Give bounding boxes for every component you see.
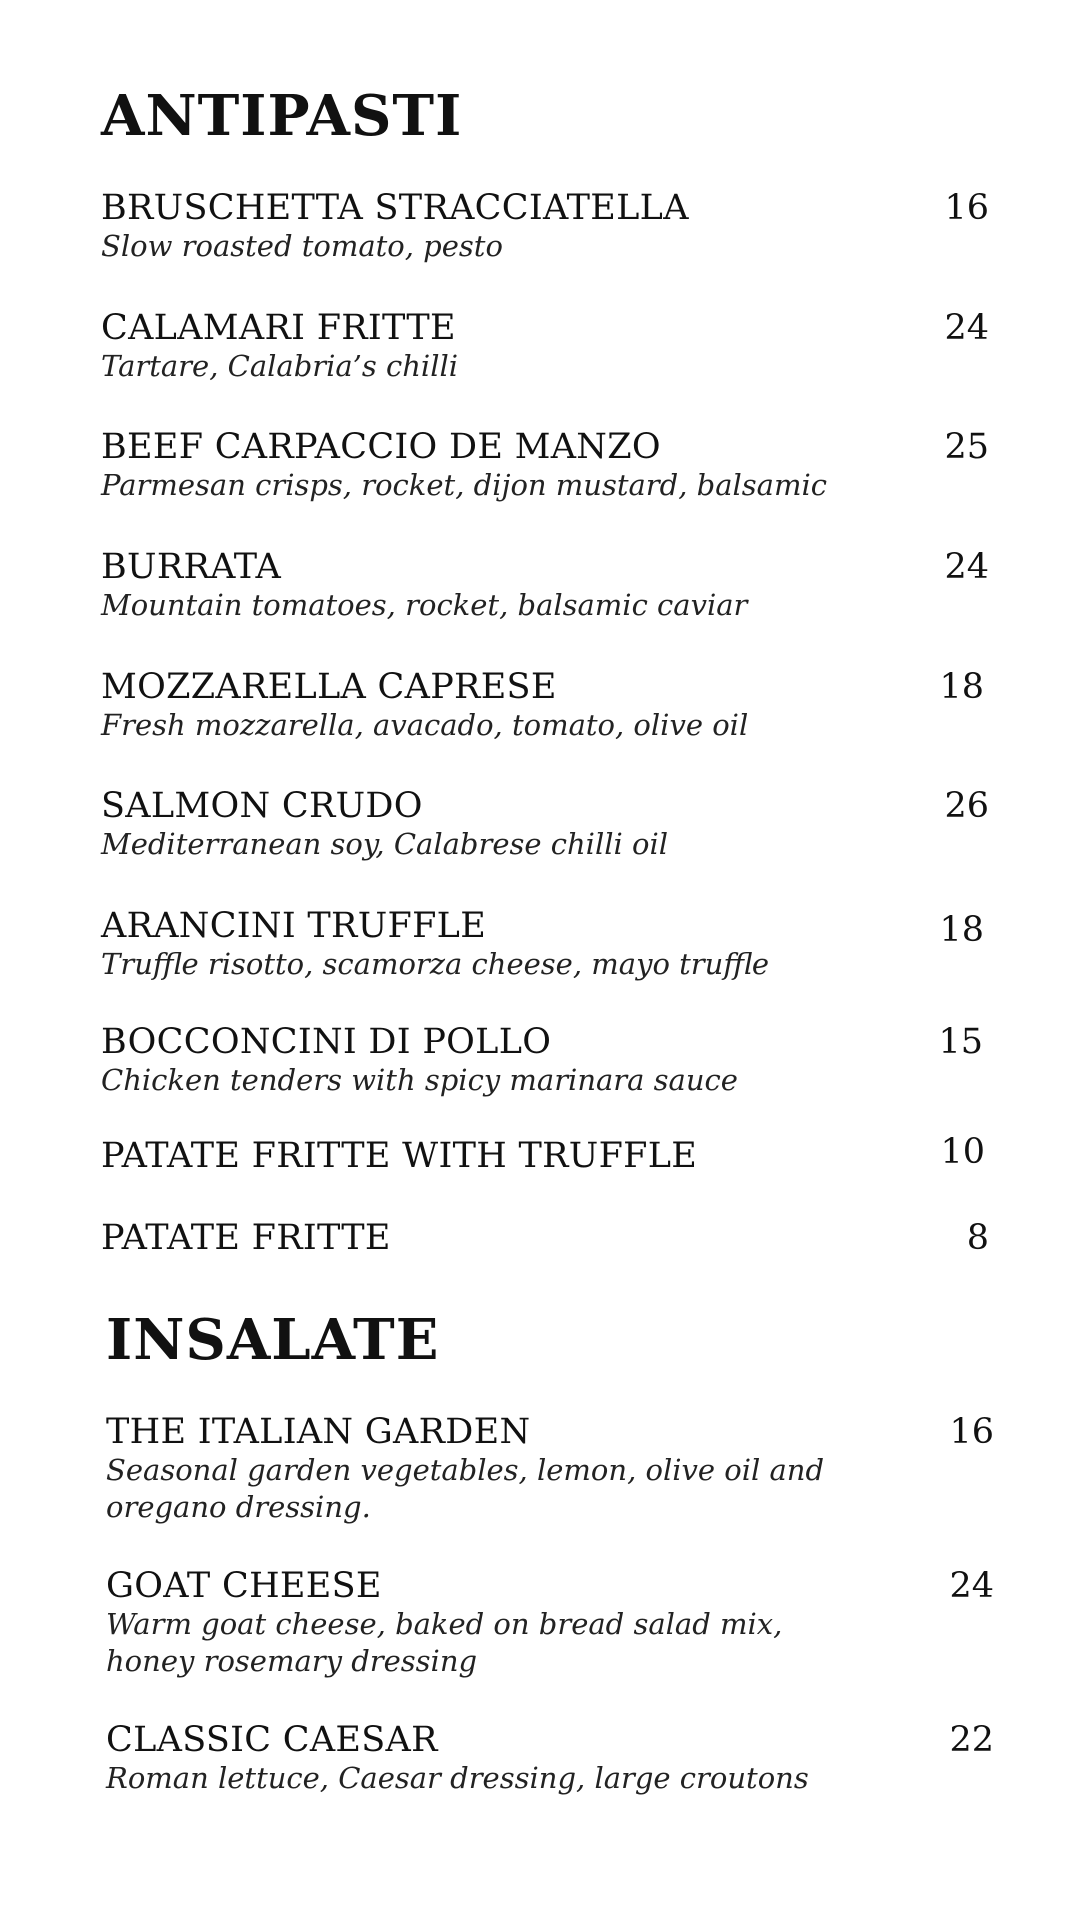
item-price: 15	[938, 1022, 983, 1062]
menu-item	[101, 786, 989, 863]
item-description: Warm goat cheese, baked on bread salad mix, honey rosemary dressing	[106, 1607, 783, 1678]
item-name: ARANCINI TRUFFLE	[101, 906, 487, 946]
item-price: 26	[944, 786, 989, 826]
menu-item	[106, 1566, 994, 1680]
item-name: MOZZARELLA CAPRESE	[101, 667, 557, 707]
item-description: Truffle risotto, scamorza cheese, mayo truffle	[101, 947, 770, 981]
item-name: PATATE FRITTE	[101, 1218, 391, 1258]
item-description: Parmesan crisps, rocket, dijon mustard, balsamic	[101, 468, 827, 502]
item-description: Mountain tomatoes, rocket, balsamic caviar	[101, 588, 748, 622]
menu-item	[101, 547, 989, 624]
item-price: 10	[940, 1132, 985, 1172]
item-description: Mediterranean soy, Calabrese chilli oil	[101, 827, 669, 861]
item-name: PATATE FRITTE WITH TRUFFLE	[101, 1136, 698, 1176]
item-name: BEEF CARPACCIO DE MANZO	[101, 427, 661, 467]
menu-item	[101, 1022, 989, 1099]
menu-item	[101, 1132, 989, 1176]
menu-item	[101, 188, 989, 265]
item-price: 24	[944, 308, 989, 348]
item-price: 24	[944, 547, 989, 587]
menu-item	[101, 427, 989, 504]
item-price: 22	[949, 1720, 994, 1760]
menu-item	[101, 906, 989, 983]
antipasti-section	[101, 83, 989, 1258]
item-price: 16	[949, 1412, 994, 1452]
item-name: SALMON CRUDO	[101, 786, 423, 826]
item-description: Slow roasted tomato, pesto	[101, 229, 503, 263]
item-price: 25	[944, 427, 989, 467]
section-title-insalate: INSALATE	[106, 1307, 440, 1373]
item-price: 8	[966, 1218, 989, 1258]
item-description: Fresh mozzarella, avacado, tomato, olive oil	[101, 708, 749, 742]
item-name: BURRATA	[101, 547, 282, 587]
item-name: CALAMARI FRITTE	[101, 308, 456, 348]
menu-item	[101, 1218, 989, 1258]
menu-item	[101, 308, 989, 385]
menu-item	[106, 1720, 994, 1797]
item-price: 18	[939, 667, 984, 707]
item-name: GOAT CHEESE	[106, 1566, 382, 1606]
item-name: BOCCONCINI DI POLLO	[101, 1022, 552, 1062]
item-price: 24	[949, 1566, 994, 1606]
item-price: 16	[944, 188, 989, 228]
item-name: BRUSCHETTA STRACCIATELLA	[101, 188, 689, 228]
item-description: Tartare, Calabria’s chilli	[101, 349, 459, 383]
item-price: 18	[939, 910, 984, 950]
insalate-section	[106, 1307, 994, 1795]
item-name: CLASSIC CAESAR	[106, 1720, 438, 1760]
menu-item	[101, 667, 989, 744]
item-description: Seasonal garden vegetables, lemon, olive oil and oregano dressing.	[106, 1453, 825, 1524]
item-description: Chicken tenders with spicy marinara sauce	[101, 1063, 738, 1097]
item-name: THE ITALIAN GARDEN	[106, 1412, 531, 1452]
menu-item	[106, 1412, 994, 1526]
section-title-antipasti: ANTIPASTI	[101, 83, 463, 149]
item-description: Roman lettuce, Caesar dressing, large croutons	[106, 1761, 809, 1795]
